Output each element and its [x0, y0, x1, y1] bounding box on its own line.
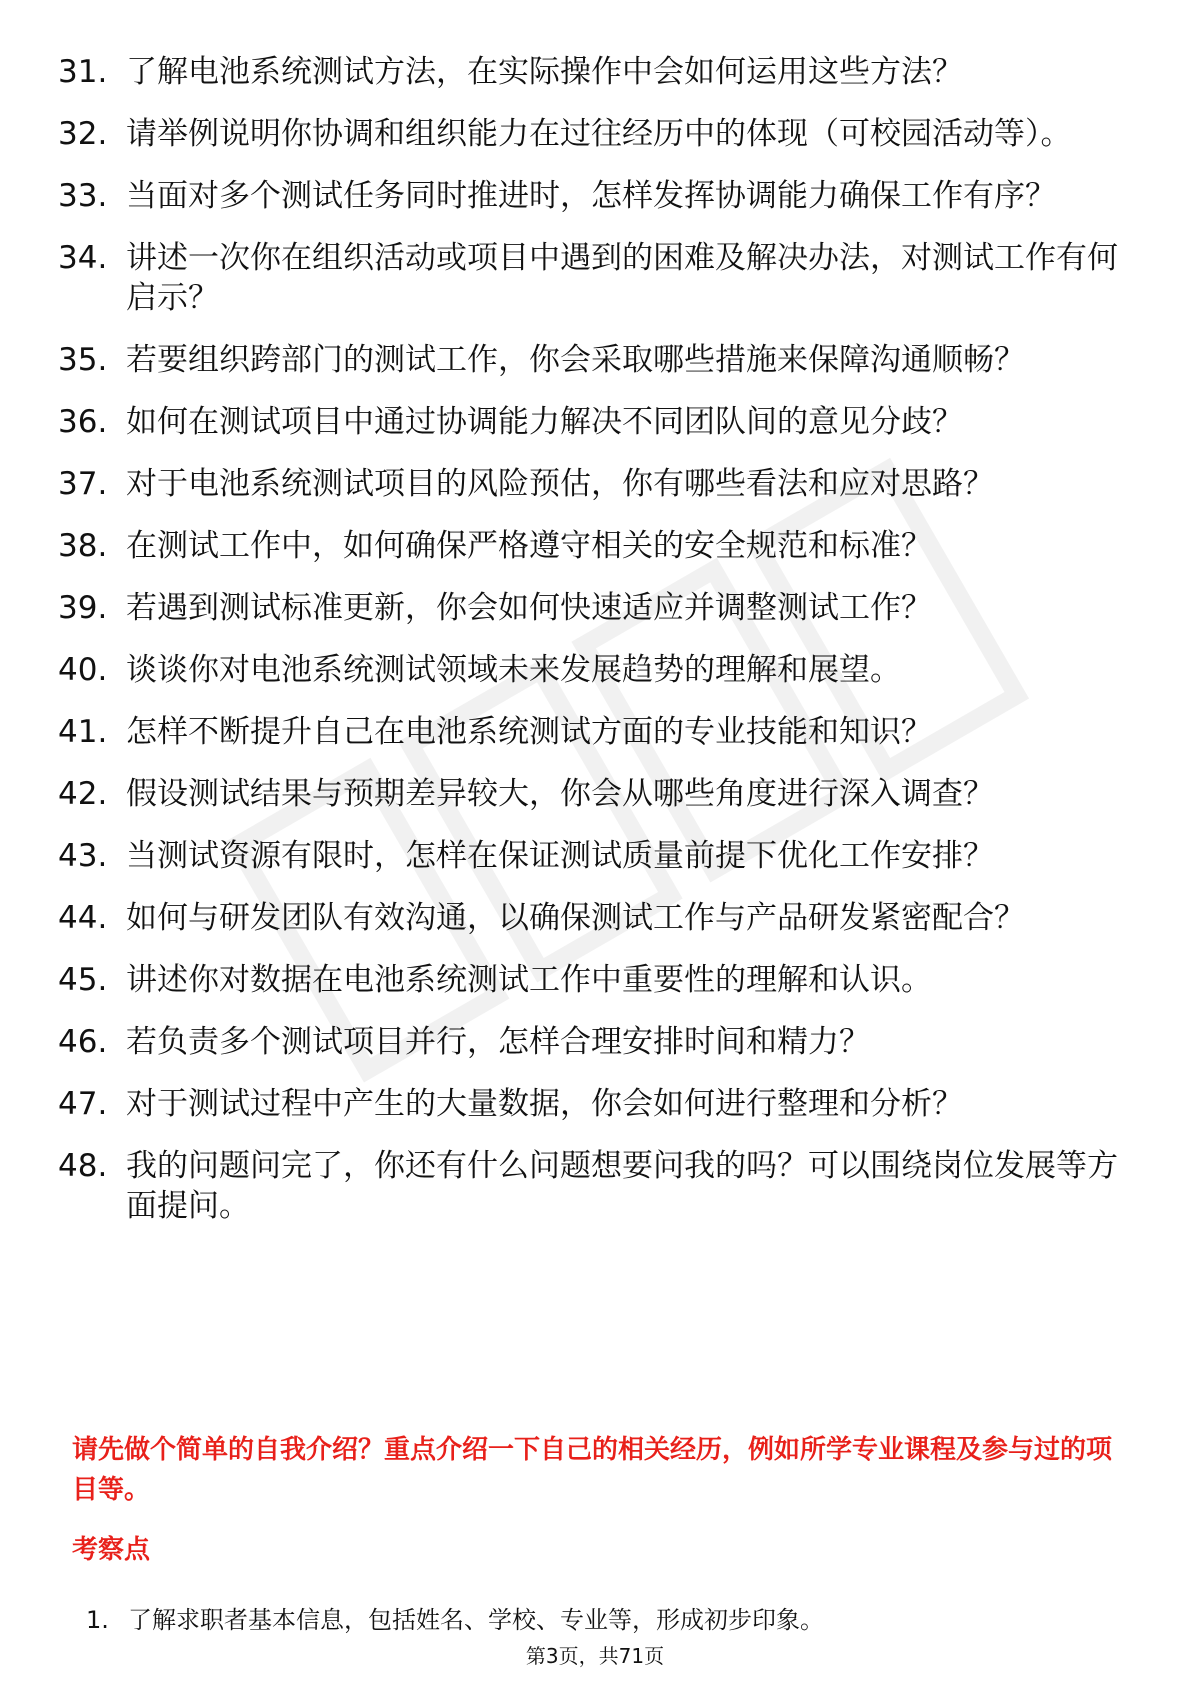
question-text: 若遇到测试标准更新，你会如何快速适应并调整测试工作？ — [126, 590, 932, 626]
question-item — [58, 712, 1118, 752]
question-item — [58, 960, 1118, 1000]
question-item — [58, 526, 1118, 566]
question-item — [58, 464, 1118, 504]
question-item — [58, 836, 1118, 876]
question-list — [58, 52, 1118, 1248]
question-number: 39. — [58, 590, 108, 626]
question-number: 34. — [58, 240, 108, 276]
assessment-point — [86, 1603, 1126, 1637]
question-item — [58, 114, 1118, 154]
question-number: 38. — [58, 528, 108, 564]
question-number: 37. — [58, 466, 108, 502]
question-text: 当测试资源有限时，怎样在保证测试质量前提下优化工作安排？ — [126, 838, 994, 874]
question-number: 44. — [58, 900, 108, 936]
question-item — [58, 1146, 1118, 1226]
question-number: 31. — [58, 54, 108, 90]
question-item — [58, 52, 1118, 92]
question-text: 对于测试过程中产生的大量数据，你会如何进行整理和分析？ — [126, 1086, 963, 1122]
page-footer: 第3页，共71页 — [525, 1644, 665, 1668]
question-number: 36. — [58, 404, 108, 440]
question-text: 我的问题问完了，你还有什么问题想要问我的吗？可以围绕岗位发展等方面提问。 — [126, 1148, 1118, 1224]
question-number: 40. — [58, 652, 108, 688]
question-text: 讲述你对数据在电池系统测试工作中重要性的理解和认识。 — [126, 962, 932, 998]
question-number: 48. — [58, 1148, 108, 1184]
question-item — [58, 1022, 1118, 1062]
section-title: 考察点 — [72, 1535, 151, 1565]
question-number: 47. — [58, 1086, 108, 1122]
question-item — [58, 176, 1118, 216]
question-number: 33. — [58, 178, 108, 214]
question-number: 32. — [58, 116, 108, 152]
question-item — [58, 340, 1118, 380]
question-text: 若要组织跨部门的测试工作，你会采取哪些措施来保障沟通顺畅？ — [126, 342, 1025, 378]
question-text: 请举例说明你协调和组织能力在过往经历中的体现（可校园活动等）。 — [126, 116, 1072, 152]
question-item — [58, 650, 1118, 690]
question-item — [58, 898, 1118, 938]
point-text: 了解求职者基本信息，包括姓名、学校、专业等，形成初步印象。 — [128, 1606, 824, 1634]
question-text: 若负责多个测试项目并行，怎样合理安排时间和精力？ — [126, 1024, 870, 1060]
question-number: 43. — [58, 838, 108, 874]
question-text: 当面对多个测试任务同时推进时，怎样发挥协调能力确保工作有序？ — [126, 178, 1056, 214]
question-number: 45. — [58, 962, 108, 998]
question-text: 假设测试结果与预期差异较大，你会从哪些角度进行深入调查？ — [126, 776, 994, 812]
question-text: 谈谈你对电池系统测试领域未来发展趋势的理解和展望。 — [126, 652, 901, 688]
question-text: 讲述一次你在组织活动或项目中遇到的困难及解决办法，对测试工作有何启示？ — [126, 240, 1118, 316]
question-text: 对于电池系统测试项目的风险预估，你有哪些看法和应对思路？ — [126, 466, 994, 502]
question-text: 了解电池系统测试方法，在实际操作中会如何运用这些方法？ — [126, 54, 963, 90]
question-text: 如何与研发团队有效沟通，以确保测试工作与产品研发紧密配合？ — [126, 900, 1025, 936]
featured-question: 请先做个简单的自我介绍？重点介绍一下自己的相关经历，例如所学专业课程及参与过的项目等。 — [72, 1435, 1113, 1505]
question-number: 35. — [58, 342, 108, 378]
question-text: 怎样不断提升自己在电池系统测试方面的专业技能和知识？ — [126, 714, 932, 750]
question-item — [58, 1084, 1118, 1124]
question-item — [58, 238, 1118, 318]
question-number: 42. — [58, 776, 108, 812]
point-number: 1. — [86, 1606, 109, 1634]
question-text: 在测试工作中，如何确保严格遵守相关的安全规范和标准？ — [126, 528, 932, 564]
question-number: 46. — [58, 1024, 108, 1060]
question-item — [58, 774, 1118, 814]
question-text: 如何在测试项目中通过协调能力解决不同团队间的意见分歧？ — [126, 404, 963, 440]
question-item — [58, 402, 1118, 442]
question-number: 41. — [58, 714, 108, 750]
question-item — [58, 588, 1118, 628]
